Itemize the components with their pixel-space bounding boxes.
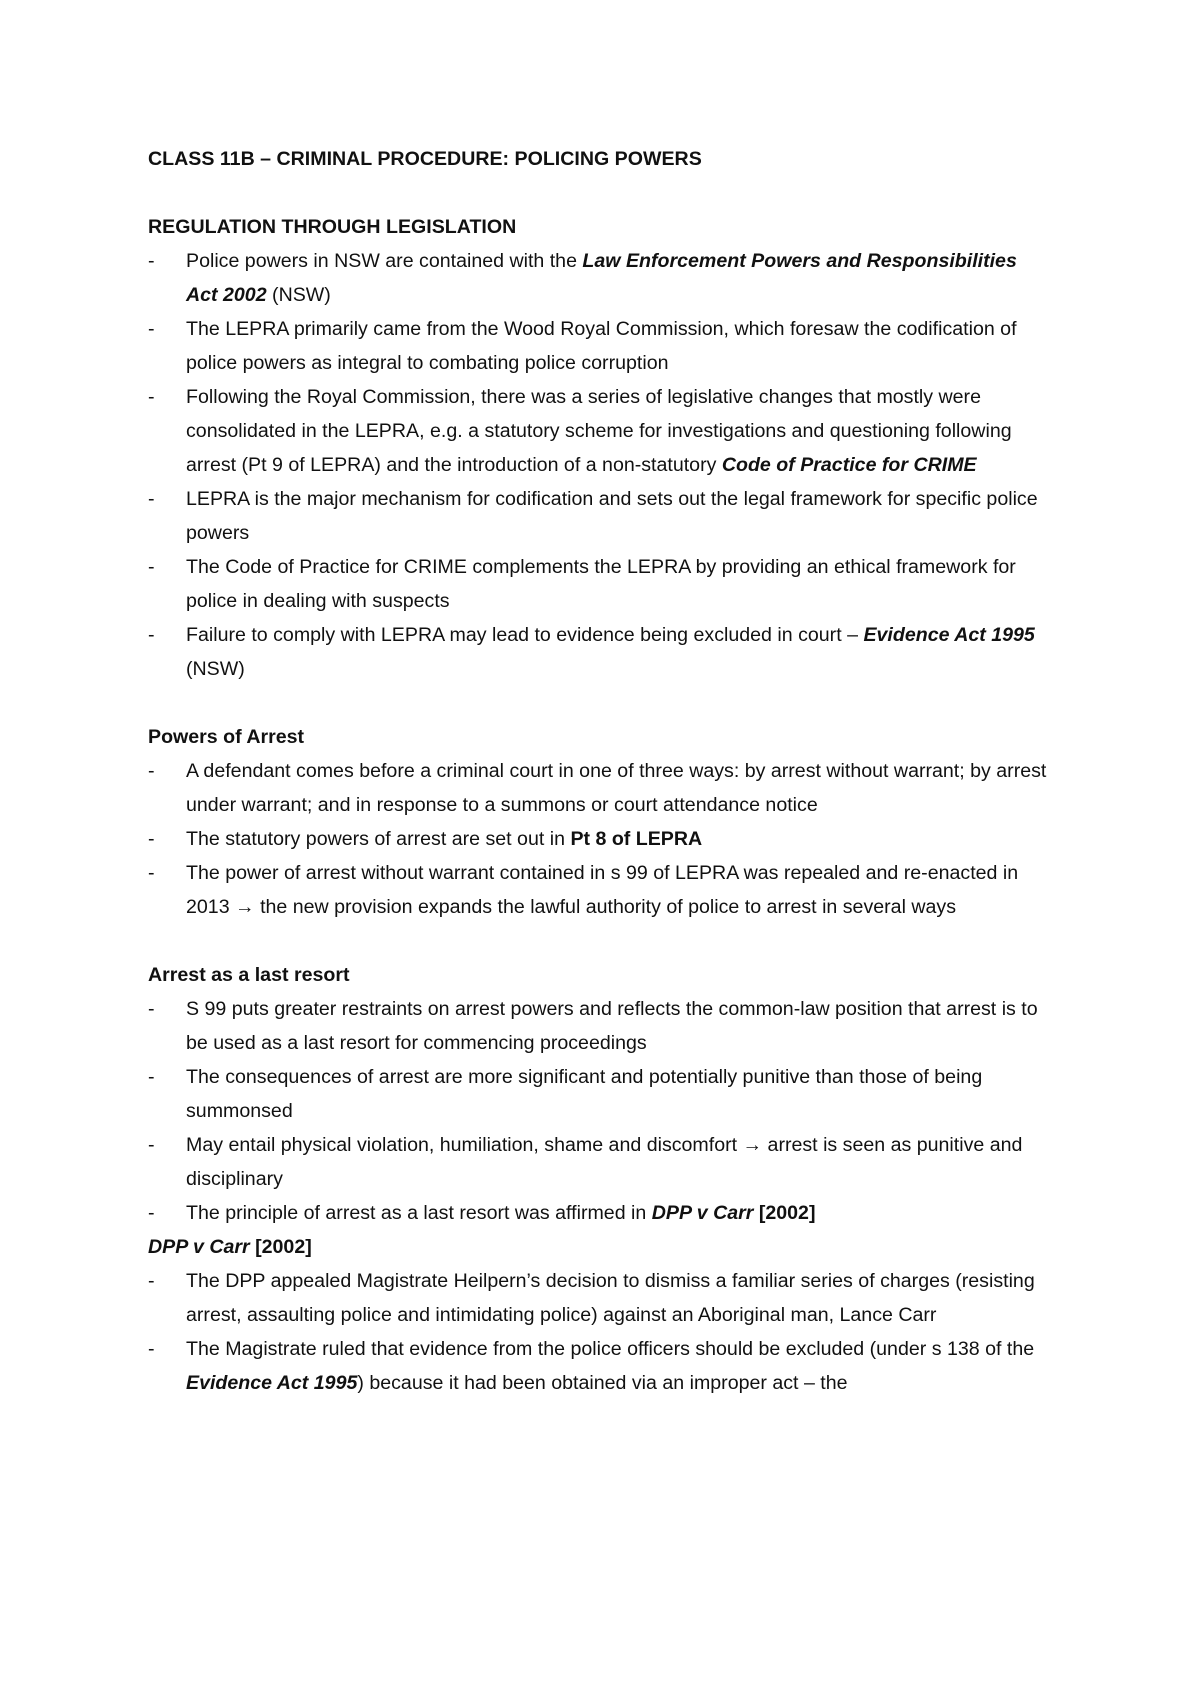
list-item: - May entail physical violation, humiliation, shame and discomfort → arrest is seen as punitive and disciplinary	[148, 1128, 1050, 1196]
code-title: Code of Practice for CRIME	[721, 454, 977, 476]
case-name: DPP v Carr	[148, 1236, 250, 1258]
section-heading-regulation: REGULATION THROUGH LEGISLATION	[148, 216, 517, 238]
section-heading-last-resort: Arrest as a last resort	[148, 964, 350, 986]
list-item: - The statutory powers of arrest are set out in Pt 8 of LEPRA	[148, 822, 1050, 856]
spacer	[148, 176, 1050, 210]
case-year: [2002]	[753, 1202, 816, 1224]
list-item: - The DPP appealed Magistrate Heilpern’s decision to dismiss a familiar series of charges (resisting arrest, assaulting police and intimidating police) against an Aboriginal man, Lance Carr	[148, 1264, 1050, 1332]
list-item: - A defendant comes before a criminal court in one of three ways: by arrest without warrant; by arrest under warrant; and in response to a summons or court attendance notice	[148, 754, 1050, 822]
section-heading-powers-of-arrest: Powers of Arrest	[148, 726, 305, 748]
list-item: - S 99 puts greater restraints on arrest powers and reflects the common-law position that arrest is to be used as a last resort for commencing proceedings	[148, 992, 1050, 1060]
list-item: - Police powers in NSW are contained with the Law Enforcement Powers and Responsibilities Act 2002 (NSW)	[148, 244, 1050, 312]
list-item: - The principle of arrest as a last resort was affirmed in DPP v Carr [2002]	[148, 1196, 1050, 1230]
act-title: Evidence Act 1995	[863, 624, 1035, 646]
act-title: Evidence Act 1995	[186, 1372, 358, 1394]
case-year: [2002]	[249, 1236, 312, 1258]
case-name: DPP v Carr	[651, 1202, 754, 1224]
bullet-list-regulation	[148, 244, 1050, 686]
list-item: - The consequences of arrest are more significant and potentially punitive than those of being summonsed	[148, 1060, 1050, 1128]
list-item: - The LEPRA primarily came from the Wood Royal Commission, which foresaw the codification of police powers as integral to combating police corruption	[148, 312, 1050, 380]
spacer	[148, 924, 1050, 958]
legislation-reference: Pt 8 of LEPRA	[570, 828, 703, 850]
spacer	[148, 686, 1050, 720]
bullet-list-last-resort	[148, 992, 1050, 1230]
list-item: - Failure to comply with LEPRA may lead to evidence being excluded in court – Evidence Act 1995 (NSW)	[148, 618, 1050, 686]
list-item: - The Magistrate ruled that evidence from the police officers should be excluded (under s 138 of the Evidence Act 1995) because it had been obtained via an improper act – the	[148, 1332, 1050, 1400]
list-item: - Following the Royal Commission, there was a series of legislative changes that mostly were consolidated in the LEPRA, e.g. a statutory scheme for investigations and questioning following arrest (Pt 9 of LEPRA) and the introduction of a non-statutory Code of Practice for CRIME	[148, 380, 1050, 482]
list-item: - LEPRA is the major mechanism for codification and sets out the legal framework for specific police powers	[148, 482, 1050, 550]
act-title: Law Enforcement Powers and Responsibilities Act 2002	[186, 250, 1017, 306]
list-item: - The power of arrest without warrant contained in s 99 of LEPRA was repealed and re-enacted in 2013 → the new provision expands the lawful authority of police to arrest in several ways	[148, 856, 1050, 924]
bullet-list-powers-of-arrest	[148, 754, 1050, 924]
page-title: CLASS 11B – CRIMINAL PROCEDURE: POLICING POWERS	[148, 148, 702, 170]
bullet-list-dpp-v-carr	[148, 1264, 1050, 1400]
list-item: - The Code of Practice for CRIME complements the LEPRA by providing an ethical framework for police in dealing with suspects	[148, 550, 1050, 618]
section-heading-dpp-v-carr	[148, 1230, 1050, 1264]
